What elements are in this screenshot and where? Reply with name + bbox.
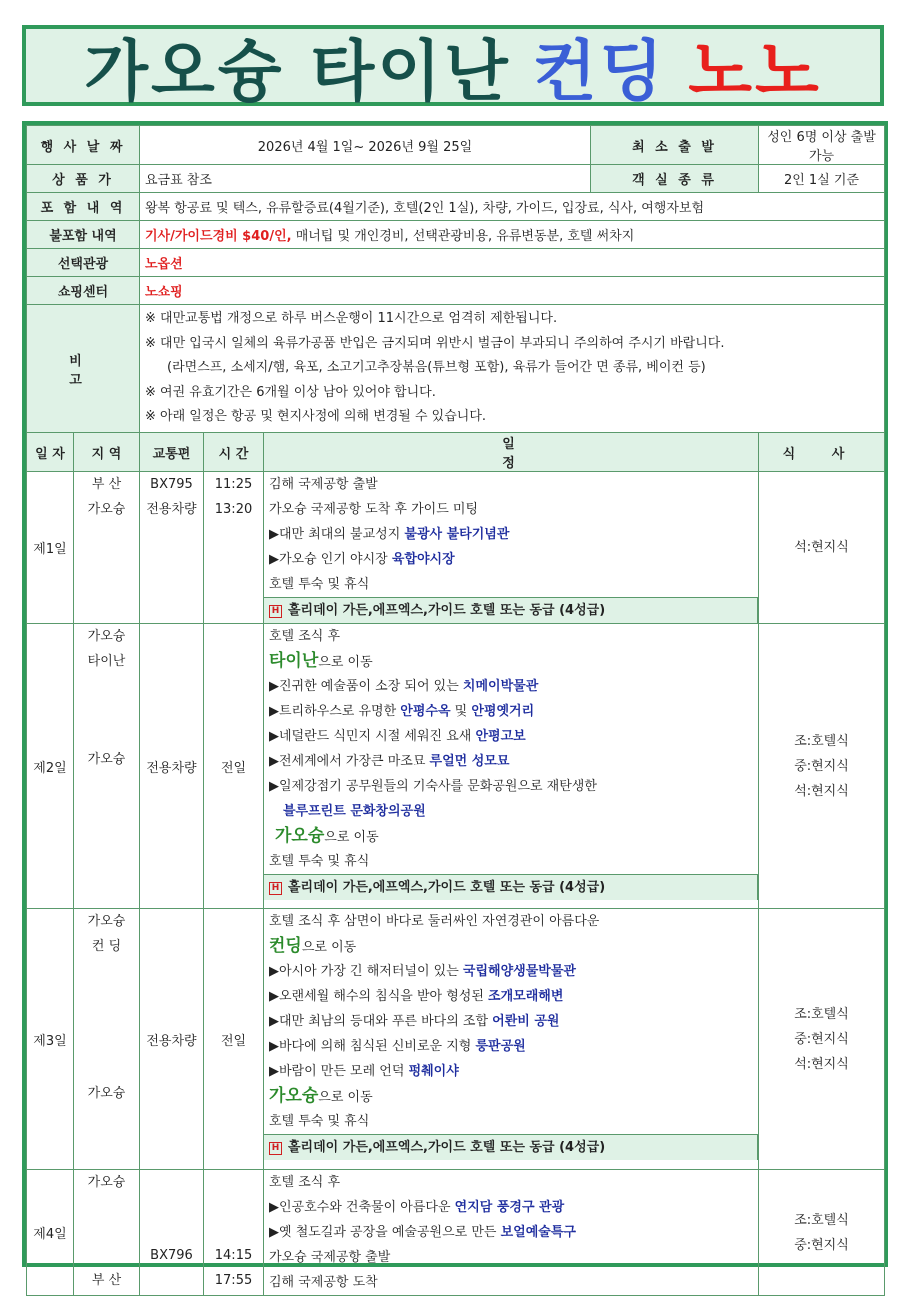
- notes: [140, 305, 885, 433]
- hdr-schedule: 일 정: [264, 433, 759, 472]
- title-part2: 컨딩: [532, 33, 667, 110]
- day4-l2: [269, 1195, 753, 1220]
- day3-l7-place: 펑췌이샤: [408, 1064, 459, 1079]
- day4-time: [204, 1170, 264, 1296]
- day2-l4-text: ▶트리하우스로 유명한: [269, 704, 401, 719]
- day2-l5: [269, 724, 753, 749]
- day2-hotel-text: 홀리데이 가든,에프엑스,가이드 호텔 또는 동급 (4성급): [288, 880, 606, 895]
- excl-red: 기사/가이드경비 $40/인,: [145, 229, 292, 244]
- day3-move2-suffix: 으로 이동: [318, 1090, 373, 1105]
- day2-time: 전일: [204, 624, 264, 909]
- day3-move1: [269, 934, 753, 959]
- price-label: 상 품 가: [27, 165, 140, 193]
- day1-l4: [269, 547, 753, 572]
- day1-transport1: BX795: [150, 477, 193, 492]
- day3-l5-place: 어롼비 공원: [492, 1014, 560, 1029]
- day3-region2: 컨 딩: [91, 939, 122, 954]
- price-value: 요금표 참조: [140, 165, 591, 193]
- room-label: 객 실 종 류: [591, 165, 759, 193]
- day1-l3-text: ▶대만 최대의 불교성지: [269, 527, 405, 542]
- day3-l6: [269, 1034, 753, 1059]
- day-row-3: [27, 909, 885, 1170]
- day3-l3: [269, 959, 753, 984]
- day2-l6-place: 루얼먼 성모묘: [429, 754, 510, 769]
- hotel-h-icon: H: [269, 1142, 282, 1155]
- day4-region: [74, 1170, 140, 1296]
- day1-schedule: [264, 472, 759, 624]
- day1-meal1: 석:현지식: [794, 540, 849, 555]
- day2-l6: [269, 749, 753, 774]
- day2-move1-place: 타이난: [269, 651, 319, 671]
- day4-meal: [759, 1170, 885, 1296]
- day2-l7: ▶일제강점기 공무원들의 기숙사를 문화공원으로 재탄생한: [269, 779, 597, 794]
- day2-l3-place: 치메이박물관: [462, 679, 539, 694]
- day2-l3: [269, 674, 753, 699]
- day2-meal1: 조:호텔식: [794, 733, 849, 749]
- day2-transport: 전용차량: [140, 624, 204, 909]
- day2-hotel: [264, 874, 758, 900]
- day1-meal: [759, 472, 885, 624]
- day1-l3-place: 불광사 불타기념관: [404, 527, 510, 542]
- day3-meal3: 석:현지식: [794, 1056, 849, 1072]
- day2-l10: 호텔 투숙 및 휴식: [269, 854, 370, 869]
- hotel-h-icon: H: [269, 882, 282, 895]
- day2-l6-text: ▶전세계에서 가장큰 마조묘: [269, 754, 430, 769]
- hdr-region: 지 역: [74, 433, 140, 472]
- day3-move1-suffix: 으로 이동: [301, 940, 357, 955]
- day4-l3: [269, 1220, 753, 1245]
- day2-l4-place1: 안평수옥: [400, 704, 451, 719]
- day4-l4: 가오슝 국제공항 출발: [269, 1250, 391, 1265]
- info-table: [26, 125, 885, 1296]
- day3-l6-place: 룽판공원: [475, 1039, 526, 1054]
- day3-l4: [269, 984, 753, 1009]
- day4-region2: 부 산: [91, 1273, 122, 1288]
- day2-meal: [759, 624, 885, 909]
- title-part3: 노노: [688, 33, 822, 110]
- day3-transport: 전용차량: [140, 909, 204, 1170]
- day2-move2: [269, 824, 753, 849]
- opt-value: 노옵션: [140, 249, 885, 277]
- day3-l1: 호텔 조식 후 삼면이 바다로 둘러싸인 자연경관이 아름다운: [269, 914, 600, 929]
- excl-value: [140, 221, 885, 249]
- day1-l4-place: 육합야시장: [391, 552, 455, 567]
- day2-move1: [269, 649, 753, 674]
- day3-meal1: 조:호텔식: [794, 1006, 849, 1022]
- day3-l4-place: 조개모래해변: [488, 989, 564, 1004]
- day-row-4: [27, 1170, 885, 1296]
- day3-l5: [269, 1009, 753, 1034]
- title-part1: 가오슝 타이난: [84, 33, 511, 110]
- day4-l5: 김해 국제공항 도착: [269, 1275, 378, 1290]
- day3-l4-text: ▶오랜세월 해수의 침식을 받아 형성된: [269, 989, 489, 1004]
- day3-hotel-text: 홀리데이 가든,에프엑스,가이드 호텔 또는 동급 (4성급): [288, 1140, 606, 1155]
- day3-l3-text: ▶아시아 가장 긴 해저터널이 있는: [269, 964, 463, 979]
- day3-region3: 가오슝: [87, 1086, 126, 1101]
- day3-l7: [269, 1059, 753, 1084]
- day1-region: [74, 472, 140, 624]
- note-4: ※ 여권 유효기간은 6개월 이상 남아 있어야 합니다.: [145, 384, 436, 400]
- period-label: 행 사 날 짜: [27, 126, 140, 165]
- opt-label: 선택관광: [27, 249, 140, 277]
- note-5: ※ 아래 일정은 항공 및 현지사정에 의해 변경될 수 있습니다.: [145, 409, 487, 425]
- excl-label: 불포함 내역: [27, 221, 140, 249]
- day1-time1: 11:25: [214, 477, 253, 492]
- day2-region3: 가오슝: [87, 752, 126, 767]
- day1-l2: 가오슝 국제공항 도착 후 가이드 미팅: [269, 502, 479, 517]
- day2-region2: 타이난: [87, 654, 126, 669]
- note-2: ※ 대만 입국시 일체의 육류가공품 반입은 금지되며 위반시 벌금이 부과되니 주의하여 주시기 바랍니다.: [145, 335, 725, 351]
- day3-meal: [759, 909, 885, 1170]
- day4-time1: 14:15: [214, 1248, 253, 1263]
- day3-l9: 호텔 투숙 및 휴식: [269, 1114, 370, 1129]
- note-label: 비 고: [27, 305, 140, 433]
- day3-l7-text: ▶바람이 만든 모레 언덕: [269, 1064, 409, 1079]
- hotel-h-icon: H: [269, 605, 282, 618]
- day1-time2: 13:20: [214, 502, 253, 517]
- incl-value: 왕복 항공료 및 텍스, 유류할증료(4월기준), 호텔(2인 1실), 차량, 가이드, 입장료, 식사, 여행자보험: [140, 193, 885, 221]
- day4-l3-text: ▶옛 철도길과 공장을 예술공원으로 만든: [269, 1225, 501, 1240]
- day3-region1: 가오슝: [87, 914, 126, 929]
- day3-meal2: 중:현지식: [794, 1031, 849, 1047]
- day2-move2-place: 가오슝: [275, 826, 325, 846]
- title-banner: [22, 25, 884, 110]
- day3-l5-text: ▶대만 최남의 등대와 푸른 바다의 조합: [269, 1014, 493, 1029]
- day4-l2-text: ▶인공호수와 건축물이 아름다운: [269, 1200, 455, 1215]
- room-value: 2인 1실 기준: [759, 165, 885, 193]
- day-row-2: [27, 624, 885, 909]
- day2-region: [74, 624, 140, 909]
- day2-move2-suffix: 으로 이동: [324, 830, 379, 845]
- day1-hotel-text: 홀리데이 가든,에프엑스,가이드 호텔 또는 동급 (4성급): [288, 603, 606, 618]
- day-row-1: [27, 472, 885, 624]
- day3-time: 전일: [204, 909, 264, 1170]
- day3-move2: [269, 1084, 753, 1109]
- day2-meal2: 중:현지식: [794, 758, 849, 774]
- day1-l5: 호텔 투숙 및 휴식: [269, 577, 370, 592]
- itinerary-sheet: [22, 121, 888, 1290]
- day3-move1-place: 컨딩: [269, 936, 302, 956]
- shop-label: 쇼핑센터: [27, 277, 140, 305]
- hdr-time: 시 간: [204, 433, 264, 472]
- day1-region2: 가오슝: [87, 502, 126, 517]
- day1-time: [204, 472, 264, 624]
- day4-transport-cell: [140, 1170, 204, 1296]
- day2-l5-text: ▶네덜란드 식민지 시절 세워진 요새: [269, 729, 476, 744]
- day2-l5-place: 안평고보: [475, 729, 526, 744]
- day4-l1: 호텔 조식 후: [269, 1175, 341, 1190]
- day3-move2-place: 가오슝: [269, 1086, 319, 1106]
- day4-time2: 17:55: [214, 1273, 253, 1288]
- day4-meal2: 중:현지식: [794, 1237, 849, 1253]
- day4-region1: 가오슝: [87, 1175, 126, 1190]
- day1-l1: 김해 국제공항 출발: [269, 477, 378, 492]
- shop-value: 노쇼핑: [140, 277, 885, 305]
- day3-schedule: [264, 909, 759, 1170]
- day4-transport: BX796: [150, 1248, 193, 1263]
- excl-rest: 매너팁 및 개인경비, 선택관광비용, 유류변동분, 호텔 써차지: [291, 229, 635, 244]
- day2-label: 제2일: [27, 624, 74, 909]
- day2-l3-text: ▶진귀한 예술품이 소장 되어 있는: [269, 679, 463, 694]
- day2-l8: 블루프린트 문화창의공원: [283, 804, 426, 819]
- day2-region1: 가오슝: [87, 629, 126, 644]
- min-label: 최 소 출 발: [591, 126, 759, 165]
- note-1: ※ 대만교통법 개정으로 하루 버스운행이 11시간으로 엄격히 제한됩니다.: [145, 311, 558, 327]
- day3-l3-place: 국립해양생물박물관: [462, 964, 576, 979]
- day1-l3: [269, 522, 753, 547]
- day1-transport: [140, 472, 204, 624]
- day2-l4-and: 및: [450, 704, 472, 719]
- day4-meal1: 조:호텔식: [794, 1212, 849, 1228]
- hdr-day: 일 자: [27, 433, 74, 472]
- incl-label: 포 함 내 역: [27, 193, 140, 221]
- hdr-transport: 교통편: [140, 433, 204, 472]
- day3-l6-text: ▶바다에 의해 침식된 신비로운 지형: [269, 1039, 476, 1054]
- day3-region: [74, 909, 140, 1170]
- day4-l2-place: 연지담 풍경구 관광: [454, 1200, 565, 1215]
- note-3: (라면스프, 소세지/햄, 육포, 소고기고추장볶음(튜브형 포함), 육류가 들어간 면 종류, 베이컨 등): [167, 360, 706, 376]
- day3-hotel: [264, 1134, 758, 1160]
- day4-label: 제4일: [27, 1170, 74, 1296]
- day1-label: 제1일: [27, 472, 74, 624]
- day2-l1: 호텔 조식 후: [269, 629, 341, 644]
- min-value: 성인 6명 이상 출발 가능: [759, 126, 885, 165]
- day1-region1: 부 산: [91, 477, 122, 492]
- day2-move1-suffix: 으로 이동: [318, 655, 373, 670]
- day2-l4: [269, 699, 753, 724]
- day1-hotel: [264, 597, 758, 623]
- day1-l4-text: ▶가오슝 인기 야시장: [269, 552, 392, 567]
- day2-meal3: 석:현지식: [794, 783, 849, 799]
- day1-transport2: 전용차량: [146, 502, 197, 517]
- day3-label: 제3일: [27, 909, 74, 1170]
- day4-l3-place: 보얼예술특구: [500, 1225, 576, 1240]
- day2-l4-place2: 안평옛거리: [471, 704, 535, 719]
- hdr-meal: 식 사: [759, 433, 885, 472]
- period-value: 2026년 4월 1일~ 2026년 9월 25일: [140, 126, 591, 165]
- day4-schedule: [264, 1170, 759, 1296]
- day2-schedule: [264, 624, 759, 909]
